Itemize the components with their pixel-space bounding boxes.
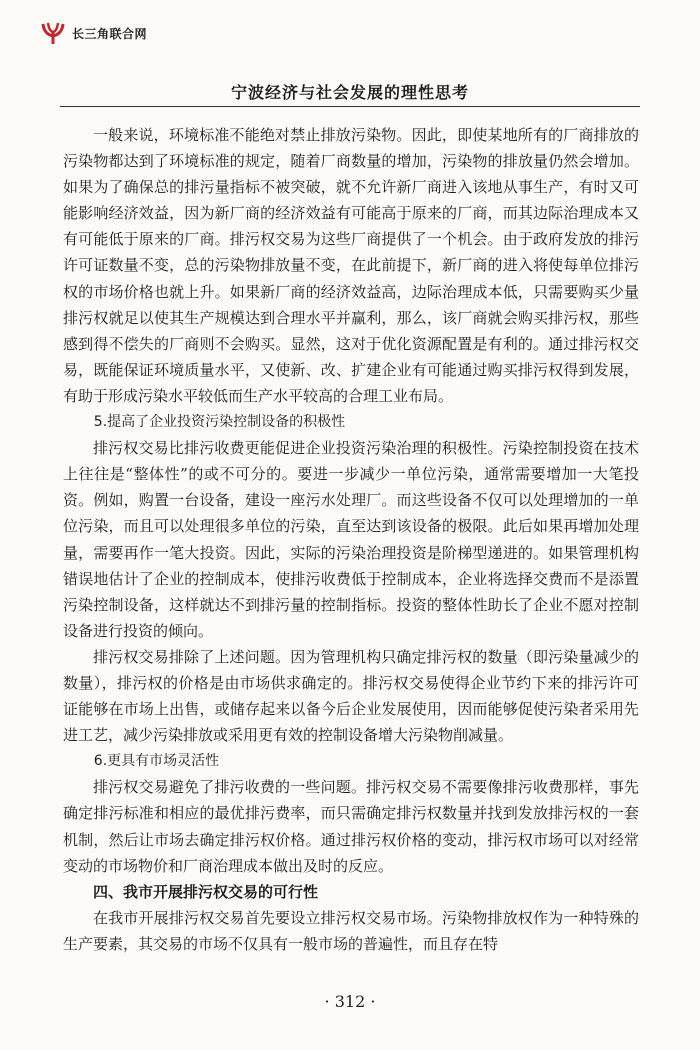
header-divider xyxy=(60,106,640,107)
page-number: · 312 · xyxy=(324,992,376,1011)
paragraph: 排污权交易比排污收费更能促进企业投资污染治理的积极性。污染控制投资在技术上往往是“整体性”的或不可分的。要进一步减少一单位污染，通常需要增加一大笔投资。例如，购置一台设备，建设一座污水处理厂。而这些设备不仅可以处理增加的一单位污染，而且可以处理很多单位的污染，直至达到该设备的极限。此后如果再增加处理量，需要再作一笔大投资。因此，实际的污染治理投资是阶梯型递进的。如果管理机构错误地估计了企业的控制成本，使排污收费低于控制成本，企业将选择交费而不是添置污染控制设备，这样就达不到排污量的控制指标。投资的整体性助长了企业不愿对控制设备进行投资的倾向。 xyxy=(63,439,639,640)
site-logo-icon xyxy=(40,20,66,46)
running-title: 宁波经济与社会发展的理性思考 xyxy=(230,83,469,102)
site-name: 长三角联合网 xyxy=(72,26,148,41)
paragraph: 排污权交易避免了排污收费的一些问题。排污权交易不需要像排污收费那样，事先确定排污标准和相应的最优排污费率，而只需确定排污权数量并找到发放排污权的一套机制，然后让市场去确定排污权价格。通过排污权价格的变动，排污权市场可以对经常变动的市场物价和厂商治理成本做出及时的反应。 xyxy=(63,778,639,875)
paragraph: 排污权交易排除了上述问题。因为管理机构只确定排污权的数量（即污染量减少的数量），排污权的价格是由市场供求确定的。排污权交易使得企业节约下来的排污许可证能够在市场上出售，或储存起来以备今后企业发展使用，因而能够促使污染者采用先进工艺，减少污染排放或采用更有效的控制设备增大污染物削减量。 xyxy=(63,647,639,745)
paragraph: 在我市开展排污权交易首先要设立排污权交易市场。污染物排放权作为一种特殊的生产要素，其交易的市场不仅具有一般市场的普遍性，而且存在特 xyxy=(63,908,639,953)
section-heading: 四、我市开展排污权交易的可行性 xyxy=(93,882,319,901)
article-body xyxy=(63,122,639,957)
subsection-heading: 5.提高了企业投资污染控制设备的积极性 xyxy=(93,414,346,431)
subsection-heading: 6.更具有市场灵活性 xyxy=(93,753,220,770)
paragraph: 一般来说，环境标准不能绝对禁止排放污染物。因此，即使某地所有的厂商排放的污染物都达到了环境标准的规定，随着厂商数量的增加，污染物的排放量仍然会增加。如果为了确保总的排污量指标不被突破，就不允许新厂商进入该地从事生产，有时又可能影响经济效益，因为新厂商的经济效益有可能高于原来的厂商，而其边际治理成本又有可能低于原来的厂商。排污权交易为这些厂商提供了一个机会。由于政府发放的排污许可证数量不变，总的污染物排放量不变，在此前提下，新厂商的进入将使每单位排污权的市场价格也就上升。如果新厂商的经济效益高，边际治理成本低，只需要购买少量排污权就足以使其生产规模达到合理水平并赢利，那么，该厂商就会购买排污权，那些感到得不偿失的厂商则不会购买。显然，这对于优化资源配置是有利的。通过排污权交易，既能保证环境质量水平，又使新、改、扩建企业有可能通过购买排污权得到发展，有助于形成污染水平较低而生产水平较高的合理工业布局。 xyxy=(63,126,639,405)
site-watermark xyxy=(40,20,147,46)
